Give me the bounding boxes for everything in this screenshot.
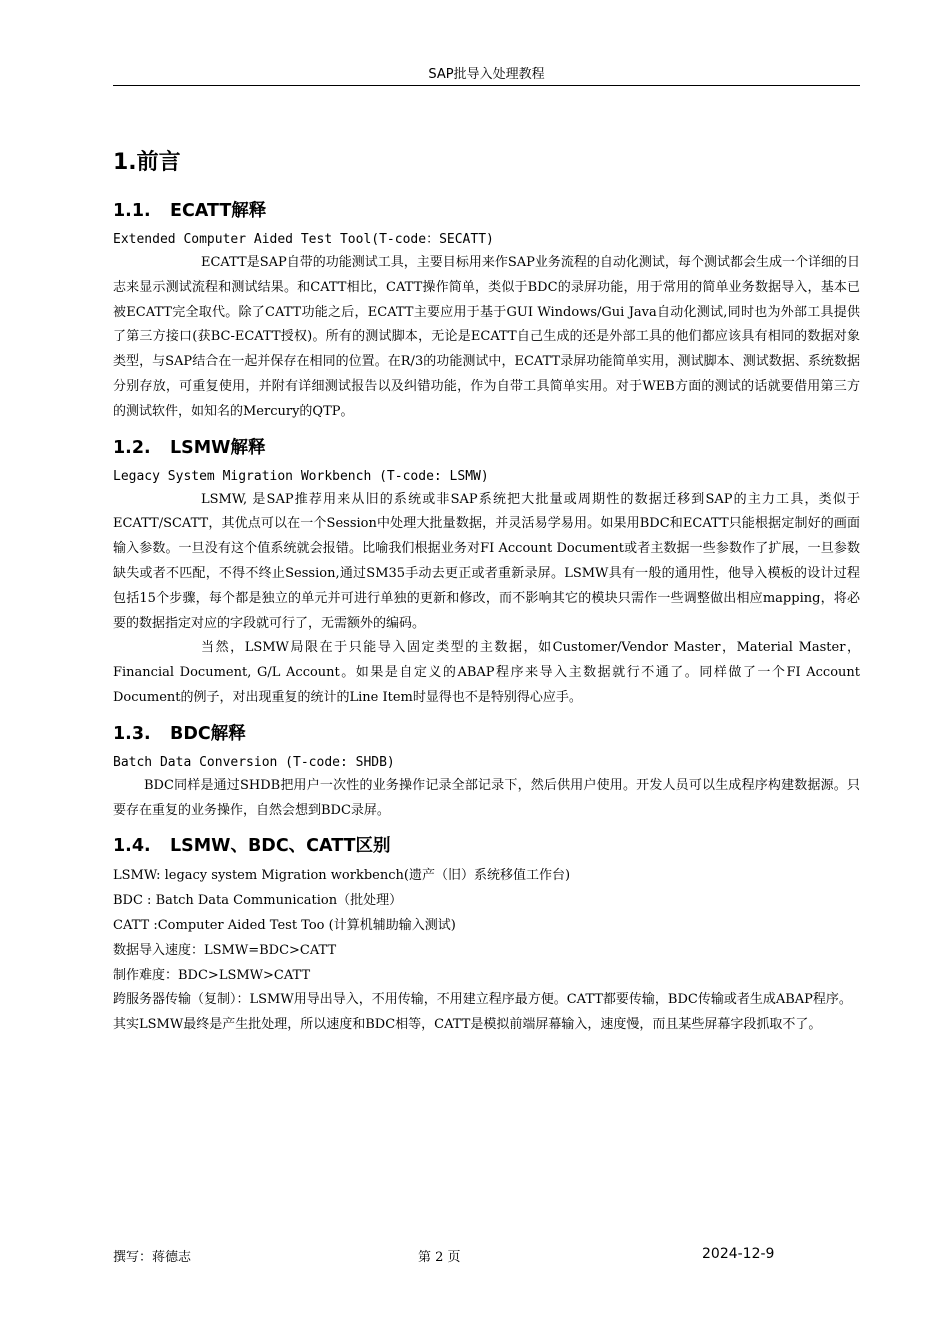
comparison-line: 跨服务器传输（复制）：LSMW用导出导入，不用传输，不用建立程序最方便。CATT都要传输，BDC传输或者生成ABAP程序。 [113,992,852,1008]
section-ecatt [113,198,860,425]
paragraph: ECATT是SAP自带的功能测试工具，主要目标用来作SAP业务流程的自动化测试，每个测试都会生成一个详细的日志来显示测试流程和测试结果。和CATT相比，CATT操作简单，类似于BDC的录屏功能，用于常用的简单业务数据导入，基本已被ECATT完全取代。除了CATT功能之后，ECATT主要应用于基于GUI Windows/Gui Java自动化测试,同时也为外部工具提供了第三方接口(获BC-ECATT授权)。所有的测试脚本，无论是ECATT自己生成的还是外部工具的他们都应该具有相同的数据对象类型，与SAP结合在一起并保存在相同的位置。在R/3的功能测试中，ECATT录屏功能简单实用，测试脚本、测试数据、系统数据分别存放，可重复使用，并附有详细测试报告以及纠错功能，作为自带工具简单实用。对于WEB方面的测试的话就要借用第三方的测试软件，如知名的Mercury的QTP。 [113,255,860,419]
section-title: LSMW解释 [170,437,266,458]
paragraph: 当然，LSMW局限在于只能导入固定类型的主数据，如Customer/Vendor Master，Material Master，Financial Document, G/L Account。如果是自定义的ABAP程序来导入主数据就行不通了。同样做了一个FI Account Document的例子，对出现重复的统计的Line Item时显得也不是特别得心应手。 [113,640,860,705]
running-header-title: SAP批导入处理教程 [428,67,545,82]
page-content [113,148,860,1048]
section-heading [113,721,860,747]
section-heading [113,833,860,859]
section-lsmw [113,435,860,711]
section-subtitle: Extended Computer Aided Test Tool(T-code：SECATT) [113,232,494,247]
comparison-line: CATT :Computer Aided Test Too (计算机辅助输入测试) [113,917,456,933]
section-number: 1.3. [113,723,151,744]
footer-date: 2024-12-9 [702,1246,775,1262]
chapter-number: 1. [113,150,137,175]
comparison-line: 制作难度：BDC>LSMW>CATT [113,967,311,983]
chapter-heading [113,148,860,178]
section-number: 1.1. [113,201,151,221]
section-title: BDC解释 [170,723,246,744]
footer-page-number: 第 2 页 [418,1250,461,1265]
section-subtitle: Batch Data Conversion (T-code: SHDB) [113,754,395,770]
section-subtitle: Legacy System Migration Workbench (T-code: LSMW) [113,468,489,484]
section-number: 1.4. [113,836,151,857]
paragraph: BDC同样是通过SHDB把用户一次性的业务操作记录全部记录下，然后供用户使用。开发人员可以生成程序构建数据源。只要存在重复的业务操作，自然会想到BDC录屏。 [113,777,860,818]
page-footer [113,1246,860,1266]
section-bdc [113,721,860,824]
comparison-line: 数据导入速度：LSMW=BDC>CATT [113,942,337,958]
chapter-title: 前言 [136,150,181,175]
paragraph: LSMW, 是SAP推荐用来从旧的系统或非SAP系统把大批量或周期性的数据迁移到SAP的主力工具，类似于ECATT/SCATT，其优点可以在一个Session中处理大批量数据，并灵活易学易用。如果用BDC和ECATT只能根据定制好的画面输入参数。一旦没有这个值系统就会报错。比喻我们根据业务对FI Account Document或者主数据一些参数作了扩展，一旦参数缺失或者不匹配，不得不终止Session,通过SM35手动去更正或者重新录屏。LSMW具有一般的通用性，他导入模板的设计过程包括15个步骤，每个都是独立的单元并可进行单独的更新和修改，而不影响其它的模块只需作一些调整做出相应mapping，将必要的数据指定对应的字段就可行了，无需额外的编码。 [113,491,860,631]
comparison-line: LSMW: legacy system Migration workbench(遗产（旧）系统移值工作台) [113,868,571,884]
header-divider [113,85,860,86]
footer-author: 撰写：蒋德志 [113,1250,192,1265]
section-title: ECATT解释 [170,201,267,221]
section-title: LSMW、BDC、CATT区别 [170,836,391,857]
section-number: 1.2. [113,437,151,458]
comparison-line: BDC : Batch Data Communication（批处理） [113,893,403,909]
section-comparison [113,833,860,1038]
section-heading [113,198,860,224]
section-heading [113,435,860,461]
comparison-line: 其实LSMW最终是产生批处理，所以速度和BDC相等，CATT是模拟前端屏幕输入，速度慢，而且某些屏幕字段抓取不了。 [113,1017,822,1033]
